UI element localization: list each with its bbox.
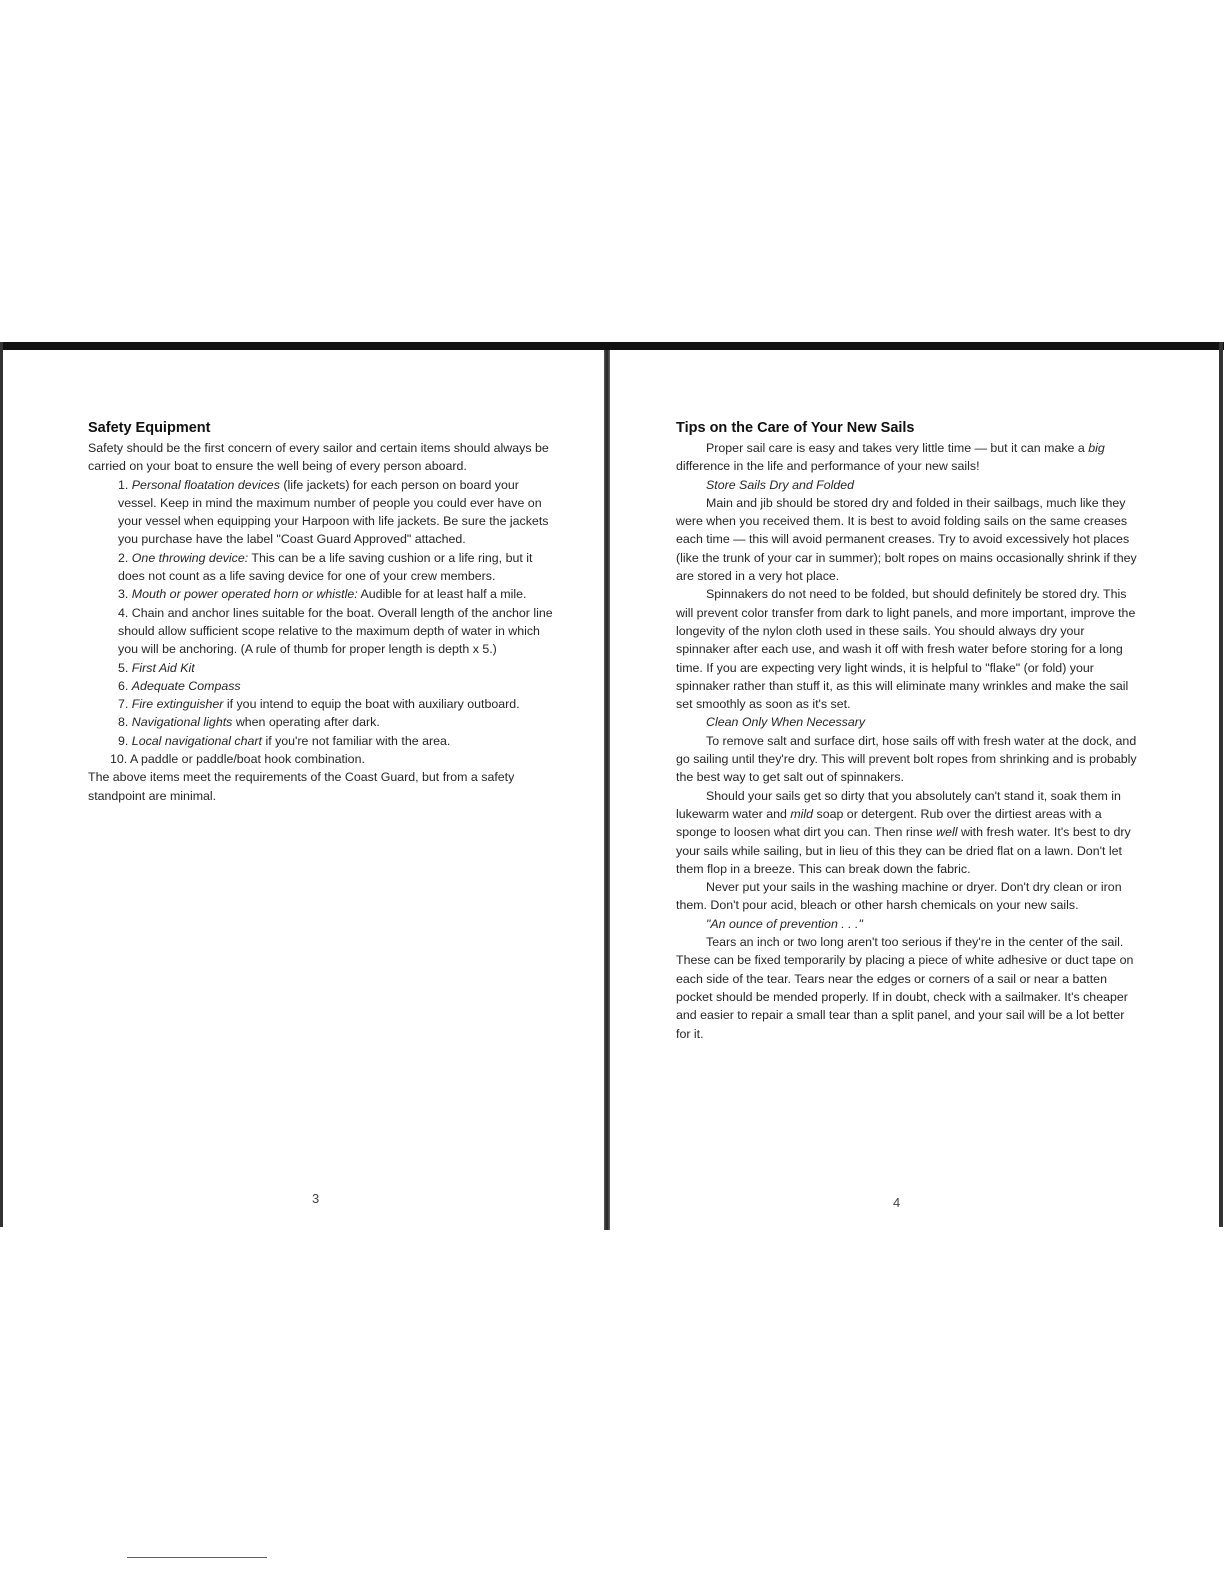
safety-item-4: 4. Chain and anchor lines suitable for the boat. Overall length of the anchor line should allow sufficient scope relative to the maximum depth of water in which you will be anchoring. (A rule of thumb for proper length is depth x 5.) — [118, 605, 553, 657]
safety-closing: The above items meet the requirements of the Coast Guard, but from a safety standpoint are minimal. — [88, 770, 515, 803]
safety-item-7: 7. Fire extinguisher if you intend to equip the boat with auxiliary outboard. — [118, 697, 520, 712]
safety-item-2: 2. One throwing device: This can be a life saving cushion or a life ring, but it does not count as a life saving device for one of your crew members. — [118, 550, 533, 584]
left-page-edge — [0, 342, 3, 1227]
paragraph-dirty-sails: Should your sails get so dirty that you absolutely can't stand it, soak them in lukewarm water and mild soap or detergent. Rub over the dirtiest areas with a sponge to loosen what dirt you can. Then rinse well with fresh water. It's best to dry your sails while sailing, but in lieu of this they can be dried flat on a lawn. Don't let them flop in a breeze. This can break down the fabric. — [676, 788, 1131, 876]
right-page-edge — [1219, 342, 1223, 1227]
paragraph-spinnakers: Spinnakers do not need to be folded, but should definitely be stored dry. This will prevent color transfer from dark to light panels, and more important, improve the longevity of the nylon cloth used in these sails. You should always dry your spinnaker after each use, and wash it off with fresh water before storing for a long time. If you are expecting very light winds, it is helpful to "flake" (or fold) your spinnaker rather than stuff it, as this will eliminate many wrinkles and make the sail set smoothly as soon as it's set. — [676, 587, 1136, 712]
sail-care-heading: Tips on the Care of Your New Sails — [676, 420, 915, 436]
subheading-clean-only: Clean Only When Necessary — [706, 715, 866, 730]
right-page-column — [676, 418, 1140, 1043]
safety-equipment-heading: Safety Equipment — [88, 420, 211, 436]
subheading-store-dry: Store Sails Dry and Folded — [706, 477, 855, 492]
safety-item-8: 8. Navigational lights when operating after dark. — [118, 715, 380, 730]
left-page-column — [88, 418, 558, 805]
safety-item-10: 10. A paddle or paddle/boat hook combination. — [110, 752, 365, 767]
paragraph-never-wash: Never put your sails in the washing machine or dryer. Don't dry clean or iron them. Don't pour acid, bleach or other harsh chemicals on your new sails. — [676, 880, 1122, 913]
safety-item-9: 9. Local navigational chart if you're not familiar with the area. — [118, 733, 451, 748]
paragraph-main-jib: Main and jib should be stored dry and folded in their sailbags, much like they were when you received them. It is best to avoid folding sails on the same creases each time — this will avoid permanent creases. Try to avoid excessively hot places (like the trunk of your car in summer); bolt ropes on mains occasionally shrink if they are stored in a very hot place. — [676, 495, 1137, 584]
page-number-right: 4 — [893, 1195, 901, 1210]
safety-item-3: 3. Mouth or power operated horn or whistle: Audible for at least half a mile. — [118, 587, 527, 602]
subheading-ounce-of-prevention: "An ounce of prevention . . ." — [706, 916, 863, 931]
page-number-left: 3 — [312, 1191, 320, 1206]
footer-rule — [127, 1557, 267, 1558]
paragraph-tears: Tears an inch or two long aren't too serious if they're in the center of the sail. These can be fixed temporarily by placing a piece of white adhesive or duct tape on each side of the tear. Tears near the edges or corners of a sail or near a batten pocket should be mended properly. If in doubt, check with a sailmaker. It's cheaper and easier to repair a small tear than a split panel, and your sail will be a lot better for it. — [676, 935, 1134, 1041]
safety-item-6: 6. Adequate Compass — [118, 678, 241, 693]
spread-top-border — [0, 342, 1224, 350]
sail-care-intro: Proper sail care is easy and takes very little time — but it can make a big difference in the life and performance of your new sails! — [676, 441, 1105, 474]
safety-item-5: 5. First Aid Kit — [118, 660, 195, 675]
safety-item-1: 1. Personal floatation devices (life jackets) for each person on board your vessel. Keep in mind the maximum number of people you could ever have on your vessel when equipping your Harpoon with life jackets. Be sure the jackets you purchase have the label "Coast Guard Approved" attached. — [118, 477, 549, 547]
book-gutter — [604, 350, 610, 1230]
paragraph-remove-salt: To remove salt and surface dirt, hose sails off with fresh water at the dock, and go sailing until they're dry. This will prevent bolt ropes from shrinking and is probably the best way to get salt out of spinnakers. — [676, 733, 1137, 785]
safety-intro: Safety should be the first concern of every sailor and certain items should always be carried on your boat to ensure the well being of every person aboard. — [88, 441, 549, 474]
